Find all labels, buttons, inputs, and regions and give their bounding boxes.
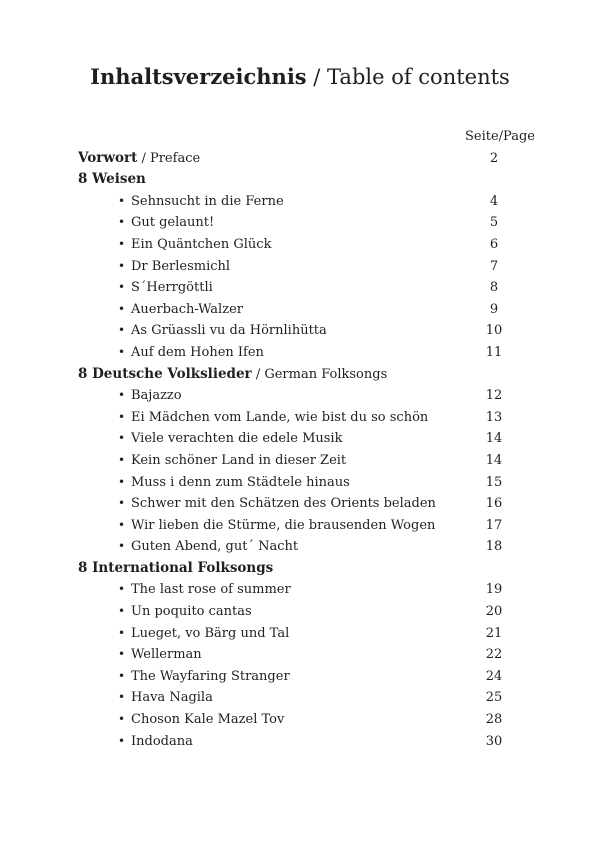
toc-item-title: Auf dem Hohen Ifen (131, 344, 264, 360)
bullet-icon: • (118, 215, 126, 230)
toc-item-title: Ein Quäntchen Glück (131, 236, 272, 252)
toc-item-row (78, 320, 523, 342)
toc-item-title: Kein schöner Land in dieser Zeit (131, 452, 347, 468)
toc-item-label (78, 342, 465, 364)
toc-item-title: Choson Kale Mazel Tov (131, 712, 285, 728)
toc-rows (78, 148, 523, 753)
toc-item-title: S´Herrgöttli (131, 280, 213, 296)
toc-item-row (78, 687, 523, 709)
toc-item-row (78, 299, 523, 321)
toc-item-title: Indodana (131, 733, 193, 749)
toc-item-title: Sehnsucht in die Ferne (131, 193, 284, 209)
toc-item-label (78, 579, 465, 601)
toc-item-row (78, 515, 523, 537)
bullet-icon: • (118, 280, 126, 295)
toc-item-row (78, 385, 523, 407)
toc-section-label (78, 148, 465, 170)
toc-page-number: 25 (485, 690, 503, 706)
toc-section-title-bold: Vorwort (78, 149, 138, 166)
toc-item-label (78, 320, 465, 342)
toc-header-row (78, 126, 535, 148)
toc-section-title-bold: 8 Deutsche Volkslieder (78, 365, 252, 382)
toc-item-title: Muss i denn zum Städtele hinaus (131, 474, 350, 490)
toc-section-row (78, 148, 523, 170)
toc-item-title: Gut gelaunt! (131, 215, 215, 231)
toc-item-title: Hava Nagila (131, 690, 213, 706)
toc-section-title-bold: 8 International Folksongs (78, 559, 274, 576)
toc-page-number: 16 (485, 496, 503, 512)
bullet-icon: • (118, 517, 126, 532)
page-title-english: / Table of contents (306, 65, 510, 89)
bullet-icon: • (118, 712, 126, 727)
bullet-icon: • (118, 388, 126, 403)
bullet-icon: • (118, 258, 126, 273)
toc-section-label (78, 169, 465, 191)
toc-item-title: Schwer mit den Schätzen des Orients beladen (131, 496, 436, 512)
toc-item-label (78, 212, 465, 234)
toc-item-row (78, 579, 523, 601)
toc-item-label (78, 623, 465, 645)
toc-item-row (78, 493, 523, 515)
toc-item-label (78, 536, 465, 558)
bullet-icon: • (118, 236, 126, 251)
toc-item-title: Auerbach-Walzer (131, 301, 243, 317)
bullet-icon: • (118, 344, 126, 359)
toc-item-label (78, 601, 465, 623)
toc-item-row (78, 623, 523, 645)
toc-item-label (78, 493, 465, 515)
toc-item-title: Wellerman (131, 647, 202, 663)
bullet-icon: • (118, 496, 126, 511)
toc-item-label (78, 515, 465, 537)
toc-item-title: The last rose of summer (131, 582, 291, 598)
page-column-header: Seite/Page (465, 129, 535, 144)
toc-item-row (78, 666, 523, 688)
toc-item-title: Lueget, vo Bärg und Tal (131, 625, 290, 641)
toc-item-row (78, 256, 523, 278)
page-title-german: Inhaltsverzeichnis (90, 64, 307, 89)
toc-item-row (78, 212, 523, 234)
bullet-icon: • (118, 604, 126, 619)
bullet-icon: • (118, 431, 126, 446)
toc-item-label (78, 666, 465, 688)
toc-item-title: Un poquito cantas (131, 604, 252, 620)
toc-item-row (78, 472, 523, 494)
toc-item-title: Guten Abend, gut´ Nacht (131, 539, 299, 555)
toc-page-number: 18 (485, 539, 503, 555)
toc-page-number: 12 (485, 388, 503, 404)
toc-item-row (78, 601, 523, 623)
toc-page-number: 5 (489, 215, 499, 231)
toc-section-row (78, 364, 523, 386)
toc-item-label (78, 191, 465, 213)
toc-item-title: Wir lieben die Stürme, die brausenden Wogen (131, 517, 436, 533)
toc-page-number: 8 (489, 280, 499, 296)
toc-item-title: Bajazzo (131, 388, 182, 404)
toc-section-title-regular: / German Folksongs (251, 366, 388, 382)
bullet-icon: • (118, 323, 126, 338)
toc-page-number: 11 (485, 344, 503, 360)
bullet-icon: • (118, 193, 126, 208)
bullet-icon: • (118, 409, 126, 424)
bullet-icon: • (118, 690, 126, 705)
toc-page-number: 13 (485, 409, 503, 425)
toc-page-number: 9 (489, 301, 499, 317)
toc-item-title: The Wayfaring Stranger (131, 668, 290, 684)
toc-section-title-bold: 8 Weisen (78, 171, 146, 188)
toc-item-title: Ei Mädchen vom Lande, wie bist du so schön (131, 409, 429, 425)
toc-item-title: Dr Berlesmichl (131, 258, 231, 274)
toc-item-row (78, 277, 523, 299)
toc-page-number: 6 (489, 236, 499, 252)
toc-page-number: 14 (485, 452, 503, 468)
toc-item-label (78, 687, 465, 709)
toc-item-label (78, 407, 465, 429)
toc-section-row (78, 558, 523, 580)
toc-item-title: Viele verachten die edele Musik (131, 431, 343, 447)
toc-item-label (78, 450, 465, 472)
toc (0, 126, 600, 752)
toc-item-label (78, 234, 465, 256)
toc-item-label (78, 277, 465, 299)
toc-section-label (78, 558, 465, 580)
toc-item-label (78, 644, 465, 666)
toc-item-row (78, 709, 523, 731)
toc-section-row (78, 169, 523, 191)
toc-item-label (78, 428, 465, 450)
toc-page-number: 17 (485, 517, 503, 533)
toc-page-number: 24 (485, 668, 503, 684)
toc-item-row (78, 731, 523, 753)
toc-item-row (78, 644, 523, 666)
bullet-icon: • (118, 647, 126, 662)
toc-page-number: 21 (485, 625, 503, 641)
bullet-icon: • (118, 301, 126, 316)
toc-item-row (78, 191, 523, 213)
toc-item-row (78, 407, 523, 429)
toc-section-title-regular: / Preface (137, 150, 201, 166)
toc-page-number: 2 (489, 150, 499, 166)
toc-item-row (78, 536, 523, 558)
bullet-icon: • (118, 539, 126, 554)
toc-page-number: 15 (485, 474, 503, 490)
toc-page-number: 4 (489, 193, 499, 209)
toc-item-label (78, 256, 465, 278)
bullet-icon: • (118, 474, 126, 489)
toc-page-number: 10 (485, 323, 503, 339)
toc-item-row (78, 342, 523, 364)
toc-item-label (78, 385, 465, 407)
bullet-icon: • (118, 452, 126, 467)
toc-page-number: 14 (485, 431, 503, 447)
toc-page-number: 20 (485, 604, 503, 620)
toc-item-row (78, 234, 523, 256)
toc-page-number: 7 (489, 258, 499, 274)
toc-section-label (78, 364, 465, 386)
toc-page-number: 22 (485, 647, 503, 663)
bullet-icon: • (118, 668, 126, 683)
toc-item-row (78, 450, 523, 472)
toc-page-number: 28 (485, 712, 503, 728)
toc-item-label (78, 731, 465, 753)
toc-item-row (78, 428, 523, 450)
toc-page-number: 30 (485, 733, 503, 749)
bullet-icon: • (118, 625, 126, 640)
bullet-icon: • (118, 733, 126, 748)
toc-item-label (78, 709, 465, 731)
toc-item-label (78, 299, 465, 321)
toc-page-number: 19 (485, 582, 503, 598)
toc-item-title: As Grüassli vu da Hörnlihütta (131, 323, 327, 339)
bullet-icon: • (118, 582, 126, 597)
page-title (0, 0, 600, 92)
toc-item-label (78, 472, 465, 494)
